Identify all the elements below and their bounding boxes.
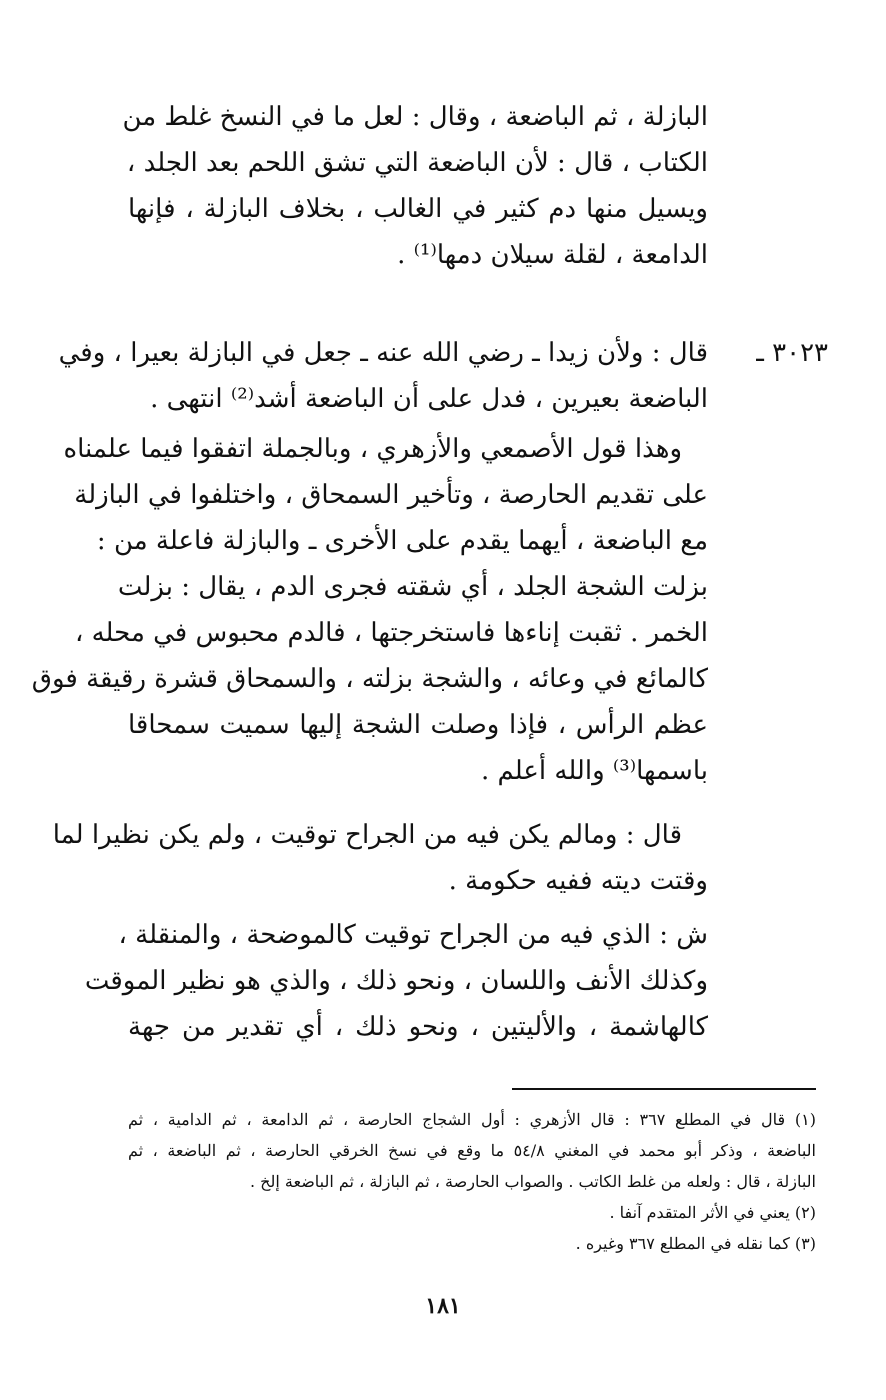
paragraph-5 bbox=[84, 912, 708, 1050]
page-number: ١٨١ bbox=[425, 1293, 461, 1319]
footnote-line: البازلة ، قال : ولعله من غلط الكاتب . والصواب الحارصة ، ثم البازلة ، ثم الباضعة إلخ . bbox=[249, 1172, 816, 1191]
text-line: الكتاب ، قال : لأن الباضعة التي تشق اللحم بعد الجلد ، bbox=[126, 148, 708, 178]
text-line: وهذا قول الأصمعي والأزهري ، وبالجملة اتفقوا فيما علمناه bbox=[63, 434, 682, 464]
footnote-divider bbox=[512, 1088, 816, 1090]
text-line: قال : ومالم يكن فيه من الجراح توقيت ، ولم يكن نظيرا لما bbox=[52, 820, 682, 850]
text-line: بزلت الشجة الجلد ، أي شقته فجرى الدم ، يقال : بزلت bbox=[117, 572, 708, 602]
text-line: عظم الرأس ، فإذا وصلت الشجة إليها سميت سمحاقا bbox=[128, 710, 708, 740]
footnote-line: الباضعة ، وذكر أبو محمد في المغني ٥٤/٨ ما وقع في نسخ الخرقي الحارصة ، ثم الباضعة ، ثم bbox=[128, 1141, 816, 1160]
text-line: البازلة ، ثم الباضعة ، وقال : لعل ما في النسخ غلط من bbox=[122, 102, 708, 132]
section-number: ٣٠٢٣ ـ bbox=[756, 338, 828, 368]
footnote-line: (٣) كما نقله في المطلع ٣٦٧ وغيره . bbox=[575, 1234, 816, 1253]
text-line: على تقديم الحارصة ، وتأخير السمحاق ، واختلفوا في البازلة bbox=[74, 480, 708, 510]
text-line: وكذلك الأنف واللسان ، ونحو ذلك ، والذي هو نظير الموقت bbox=[84, 966, 708, 996]
footnote-line: (٢) يعني في الأثر المتقدم آنفا . bbox=[609, 1203, 816, 1222]
paragraph-2 bbox=[58, 330, 708, 422]
text-line: قال : ولأن زيدا ـ رضي الله عنه ـ جعل في البازلة بعيرا ، وفي bbox=[58, 338, 708, 368]
text-line: كالهاشمة ، والأليتين ، ونحو ذلك ، أي تقدير من جهة bbox=[128, 1012, 708, 1042]
text-line: الخمر . ثقبت إناءها فاستخرجتها ، فالدم محبوس في محله ، bbox=[74, 618, 708, 648]
paragraph-4 bbox=[52, 812, 708, 904]
text-line: مع الباضعة ، أيهما يقدم على الأخرى ـ والبازلة فاعلة من : bbox=[96, 526, 708, 556]
text-line: باسمها⁽³⁾ والله أعلم . bbox=[480, 756, 708, 786]
text-line: الدامعة ، لقلة سيلان دمها⁽¹⁾ . bbox=[397, 240, 708, 270]
footnote-line: (١) قال في المطلع ٣٦٧ : قال الأزهري : أول الشجاج الحارصة ، ثم الدامعة ، ثم الدامية ، ثم bbox=[128, 1110, 817, 1129]
text-line: ش : الذي فيه من الجراح توقيت كالموضحة ، والمنقلة ، bbox=[118, 920, 708, 950]
text-line: الباضعة بعيرين ، فدل على أن الباضعة أشد⁽²⁾ انتهى . bbox=[150, 384, 708, 414]
text-line: كالمائع في وعائه ، والشجة بزلته ، والسمحاق قشرة رقيقة فوق bbox=[31, 664, 708, 694]
footnotes bbox=[128, 1104, 816, 1259]
paragraph-3 bbox=[31, 426, 708, 794]
paragraph-1 bbox=[122, 94, 708, 278]
text-line: ويسيل منها دم كثير في الغالب ، بخلاف البازلة ، فإنها bbox=[128, 194, 708, 224]
text-line: وقتت ديته ففيه حكومة . bbox=[448, 866, 708, 896]
